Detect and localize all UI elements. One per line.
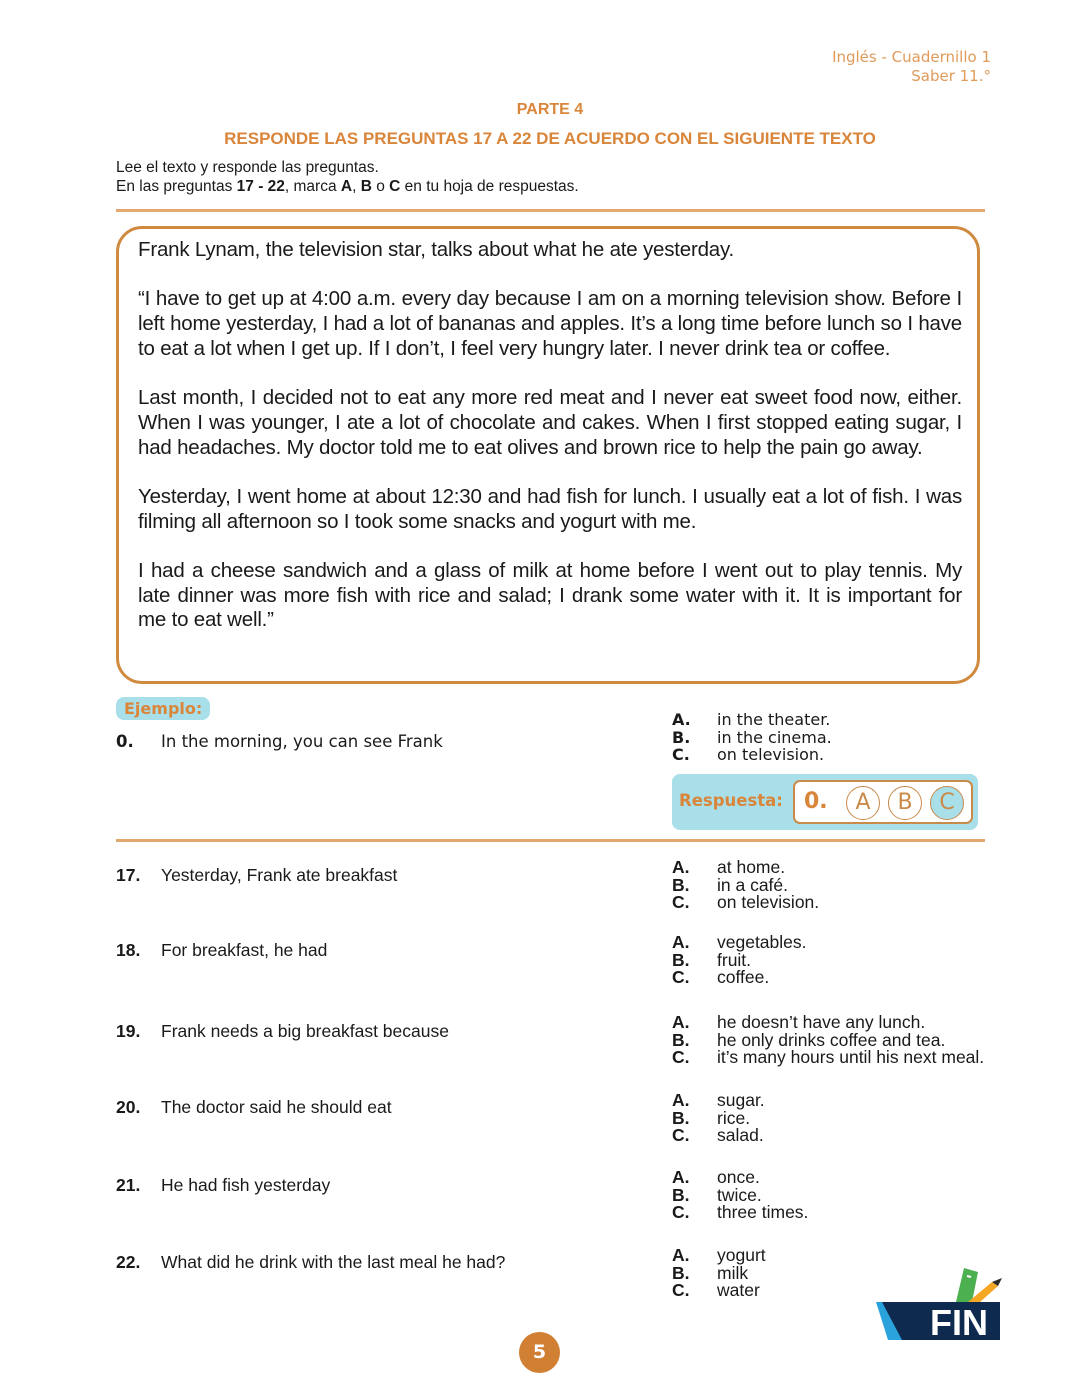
passage-paragraph: Yesterday, I went home at about 12:30 and had fish for lunch. I usually eat a lot of fish. I was filming all afternoon so I took some snacks and yogurt with me.: [138, 484, 962, 533]
question-18: [116, 940, 327, 961]
reading-passage: [138, 238, 962, 658]
option-a[interactable]: A. at home.: [672, 857, 786, 877]
question-19-options: [672, 1014, 984, 1067]
passage-paragraph: Frank Lynam, the television star, talks about what he ate yesterday.: [138, 238, 735, 261]
question-number: 17.: [116, 865, 141, 885]
option-c[interactable]: C. water: [672, 1280, 760, 1300]
bubble-c-selected[interactable]: C: [930, 786, 964, 820]
option-a: A. in the theater.: [672, 710, 831, 729]
question-text: He had fish yesterday: [161, 1175, 331, 1195]
question-number: 18.: [116, 940, 141, 960]
option-b[interactable]: B. fruit.: [672, 949, 752, 970]
section-title: RESPONDE LAS PREGUNTAS 17 A 22 DE ACUERDO CON EL SIGUIENTE TEXTO: [224, 129, 876, 148]
header-booklet: Inglés - Cuadernillo 1: [832, 48, 991, 66]
passage-paragraph: Last month, I decided not to eat any more red meat and I never eat sweet food now, either. When I was younger, I ate a lot of chocolate and cakes. When I first stopped eating sugar, I had headaches. My doctor told me to eat olives and brown rice to help the pain go away.: [138, 386, 962, 459]
question-22-options: [672, 1247, 766, 1300]
example-badge: Ejemplo:: [116, 697, 210, 720]
passage-paragraph: I had a cheese sandwich and a glass of milk at home before I went out to play tennis. My late dinner was more fish with rice and salad; I drank some water with it. It is important for me to eat well.”: [138, 559, 962, 632]
question-text: What did he drink with the last meal he had?: [161, 1252, 506, 1272]
option-b[interactable]: B. milk: [672, 1262, 749, 1283]
fin-logo: [868, 1262, 1004, 1342]
question-number: 20.: [116, 1097, 141, 1117]
example-question: [116, 732, 443, 751]
answer-example-panel: [672, 774, 978, 830]
option-a[interactable]: A. once.: [672, 1167, 760, 1187]
option-a[interactable]: A. he doesn’t have any lunch.: [672, 1012, 926, 1032]
question-text: The doctor said he should eat: [161, 1097, 392, 1117]
document-header: [832, 48, 991, 86]
question-17: [116, 865, 397, 886]
option-b[interactable]: B. in a café.: [672, 874, 789, 895]
option-c[interactable]: C. on television.: [672, 892, 820, 912]
question-number: 19.: [116, 1021, 141, 1041]
answer-bubble-row: [793, 780, 973, 824]
option-b: B. in the cinema.: [672, 727, 832, 747]
question-19: [116, 1021, 449, 1042]
option-c[interactable]: C. salad.: [672, 1125, 764, 1145]
option-a[interactable]: A. vegetables.: [672, 932, 807, 952]
option-a[interactable]: A. sugar.: [672, 1090, 765, 1110]
instruction-line-2: En las preguntas 17 - 22, marca A, B o C en tu hoja de respuestas.: [116, 178, 579, 195]
question-17-options: [672, 859, 819, 912]
instruction-line-1: Lee el texto y responde las preguntas.: [116, 159, 379, 176]
question-21-options: [672, 1169, 808, 1222]
divider-top: [116, 209, 985, 212]
question-20-options: [672, 1092, 765, 1145]
question-number: 0.: [116, 732, 134, 751]
bubble-b[interactable]: B: [888, 786, 922, 820]
header-grade: Saber 11.°: [911, 67, 991, 85]
option-a[interactable]: A. yogurt: [672, 1245, 766, 1265]
answer-label: Respuesta:: [679, 791, 783, 810]
part-title: PARTE 4: [516, 101, 584, 118]
passage-paragraph: “I have to get up at 4:00 a.m. every day because I am on a morning television show. Before I left home yesterday, I had a lot of bananas and apples. It’s a long time before lunch so I have to eat a lot when I get up. If I don’t, I feel very hungry later. I never drink tea or coffee.: [138, 287, 962, 360]
option-c[interactable]: C. coffee.: [672, 967, 770, 987]
bubble-a[interactable]: A: [846, 786, 880, 820]
option-c[interactable]: C. it’s many hours until his next meal.: [672, 1047, 985, 1067]
divider-questions: [116, 839, 985, 842]
question-text: Frank needs a big breakfast because: [161, 1021, 449, 1041]
question-text: For breakfast, he had: [161, 940, 328, 960]
option-c: C. on television.: [672, 745, 825, 764]
option-c[interactable]: C. three times.: [672, 1202, 809, 1222]
option-b[interactable]: B. he only drinks coffee and tea.: [672, 1029, 946, 1050]
question-18-options: [672, 934, 807, 987]
fin-label: FIN: [930, 1302, 988, 1343]
example-options: [672, 711, 832, 764]
answer-number: 0.: [804, 789, 828, 814]
question-22: [116, 1252, 505, 1273]
question-number: 22.: [116, 1252, 141, 1272]
option-b[interactable]: B. rice.: [672, 1107, 751, 1128]
option-b[interactable]: B. twice.: [672, 1184, 762, 1205]
question-text: Yesterday, Frank ate breakfast: [161, 865, 398, 885]
page-number: 5: [519, 1332, 560, 1373]
instructions: [116, 158, 579, 196]
question-number: 21.: [116, 1175, 141, 1195]
question-text: In the morning, you can see Frank: [161, 732, 443, 751]
question-20: [116, 1097, 392, 1118]
question-21: [116, 1175, 330, 1196]
